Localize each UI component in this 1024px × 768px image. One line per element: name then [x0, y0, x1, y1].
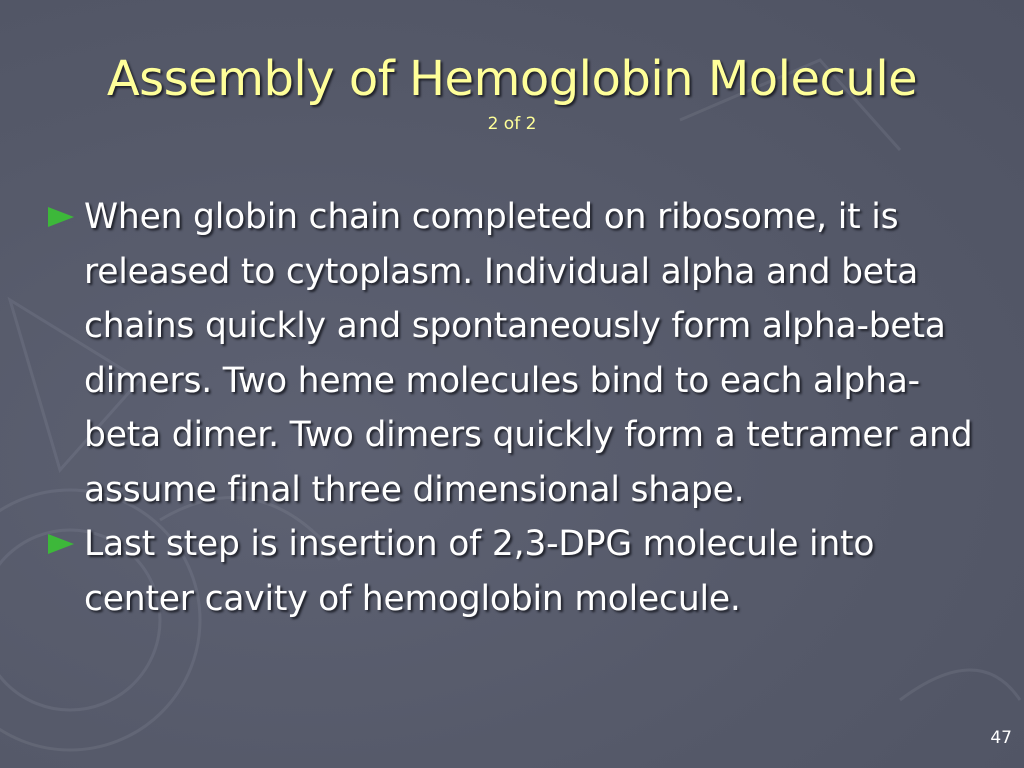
- slide-subtitle: 2 of 2: [487, 114, 537, 134]
- page-number: 47: [990, 728, 1012, 748]
- bullet-text: Last step is insertion of 2,3-DPG molecule into center cavity of hemoglobin molecule.: [84, 524, 875, 619]
- bullet-item: [48, 517, 978, 626]
- bullet-item: [48, 190, 978, 517]
- triangle-bullet-icon: [48, 534, 74, 554]
- bullet-text: When globin chain completed on ribosome, it is released to cytoplasm. Individual alpha and beta chains quickly and spontaneously form alpha-beta dimers. Two heme molecules bind to each alpha-beta dimer. Two dimers quickly form a tetramer and assume final three dimensional shape.: [84, 197, 973, 510]
- slide-title: Assembly of Hemoglobin Molecule: [106, 51, 918, 107]
- triangle-bullet-icon: [48, 207, 74, 227]
- bullet-list: [48, 190, 978, 626]
